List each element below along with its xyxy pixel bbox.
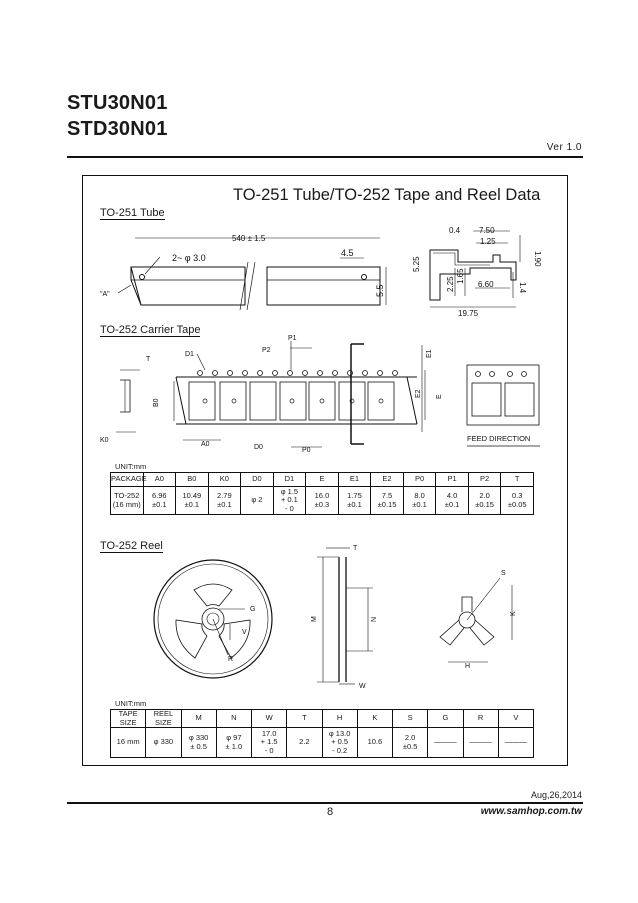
tape-table-cell: 16.0 ±0.3 xyxy=(306,487,339,515)
tape-unit-label: UNIT:mm xyxy=(115,462,147,471)
tube-dim-offset: 4.5 xyxy=(341,248,354,258)
tape-table-header-cell: E1 xyxy=(338,473,371,487)
section-carrier-title: TO-252 Carrier Tape xyxy=(100,324,201,336)
tape-table-header-cell: E2 xyxy=(371,473,404,487)
part-number-2: STD30N01 xyxy=(67,118,168,140)
carrier-drawing xyxy=(116,341,540,447)
reel-table-header-cell: N xyxy=(216,710,251,728)
tape-table-cell: φ 1.5 + 0.1 - 0 xyxy=(273,487,306,515)
carrier-label-p2: P2 xyxy=(262,347,271,354)
reel-table-header-cell: K xyxy=(357,710,392,728)
feed-direction-label: FEED DIRECTION xyxy=(467,434,531,443)
reel-table-cell: φ 330 ± 0.5 xyxy=(181,728,216,758)
section-reel-title: TO-252 Reel xyxy=(100,540,163,552)
tape-table-cell: 10.49 ±0.1 xyxy=(176,487,209,515)
tape-table-header-cell: P1 xyxy=(436,473,469,487)
reel-table-cell: ——— xyxy=(498,728,533,758)
carrier-label-e: E xyxy=(436,394,443,399)
reel-table-cell: 17.0 + 1.5 - 0 xyxy=(252,728,287,758)
section-tube-title: TO-251 Tube xyxy=(100,207,165,219)
carrier-label-d1: D1 xyxy=(185,351,194,358)
reel-table-header-cell: REEL SIZE xyxy=(146,710,181,728)
tape-table-header-cell: B0 xyxy=(176,473,209,487)
reel-table-cell: 2.0 ±0.5 xyxy=(393,728,428,758)
tape-table-cell: 1.75 ±0.1 xyxy=(338,487,371,515)
carrier-label-b0: B0 xyxy=(153,398,160,407)
reel-table-header-cell: H xyxy=(322,710,357,728)
reel-table-header-cell: V xyxy=(498,710,533,728)
reel-table-cell: φ 330 xyxy=(146,728,181,758)
tube-view-label: "A" xyxy=(100,291,110,298)
carrier-label-p1: P1 xyxy=(288,335,297,342)
tape-table-cell: 0.3 ±0.05 xyxy=(501,487,534,515)
reel-unit-label: UNIT:mm xyxy=(115,699,147,708)
tube-dim-190: 1.90 xyxy=(533,251,542,267)
reel-table-cell: 16 mm xyxy=(111,728,146,758)
tube-dim-hole: 2~ φ 3.0 xyxy=(172,253,206,263)
tape-spec-table xyxy=(110,472,534,515)
reel-label-m: M xyxy=(311,616,318,622)
tube-dim-125: 1.25 xyxy=(480,237,496,246)
version-label: Ver 1.0 xyxy=(546,142,582,153)
reel-label-h: H xyxy=(465,663,471,670)
tape-table-cell: 4.0 ±0.1 xyxy=(436,487,469,515)
reel-table-header-cell: W xyxy=(252,710,287,728)
tape-table-cell: 2.79 ±0.1 xyxy=(208,487,241,515)
tape-table-header-cell: A0 xyxy=(143,473,176,487)
reel-table-row xyxy=(111,728,534,758)
reel-label-v: V xyxy=(242,629,247,636)
tube-dim-1975: 19.75 xyxy=(458,309,479,318)
reel-label-r: R xyxy=(228,656,234,663)
tape-table-header-cell: D0 xyxy=(241,473,274,487)
carrier-label-a0: A0 xyxy=(201,441,210,448)
reel-table-header xyxy=(111,710,534,728)
tube-dim-225: 2.25 xyxy=(446,276,455,292)
reel-table-cell: ——— xyxy=(463,728,498,758)
reel-label-n: N xyxy=(371,616,378,622)
tape-table-header-cell: P2 xyxy=(468,473,501,487)
tape-table-cell: 2.0 ±0.15 xyxy=(468,487,501,515)
tape-table-header-cell: PACKAGE xyxy=(111,473,144,487)
tube-dim-height: 5.5 xyxy=(375,284,385,297)
footer-rule xyxy=(67,802,583,804)
reel-label-w: W xyxy=(359,683,366,690)
tube-dim-14: 1.4 xyxy=(518,282,527,294)
tape-table-row xyxy=(111,487,534,515)
tube-dim-length: 540 ± 1.5 xyxy=(232,234,266,243)
reel-spec-table xyxy=(110,709,534,758)
carrier-label-t: T xyxy=(146,356,151,363)
reel-drawing xyxy=(154,548,512,684)
reel-table-header-cell: G xyxy=(428,710,463,728)
reel-table-header-cell: R xyxy=(463,710,498,728)
tape-table-cell: 6.96 ±0.1 xyxy=(143,487,176,515)
tape-table-header-cell: K0 xyxy=(208,473,241,487)
tape-table-cell: TO-252 (16 mm) xyxy=(111,487,144,515)
tube-dim-660: 6.60 xyxy=(478,280,494,289)
tape-table-cell: 7.5 ±0.15 xyxy=(371,487,404,515)
reel-table-cell: φ 13.0 + 0.5 - 0.2 xyxy=(322,728,357,758)
reel-table-cell: ——— xyxy=(428,728,463,758)
carrier-label-k0: K0 xyxy=(100,437,109,444)
tube-dim-165: 1.65 xyxy=(456,268,465,284)
tape-table-header-cell: P0 xyxy=(403,473,436,487)
tape-table-header xyxy=(111,473,534,487)
reel-table-cell: 10.6 xyxy=(357,728,392,758)
reel-table-header-cell: M xyxy=(181,710,216,728)
tape-table-cell: φ 2 xyxy=(241,487,274,515)
reel-label-s: S xyxy=(501,570,506,577)
reel-table-header-cell: S xyxy=(393,710,428,728)
tape-table-header-cell: D1 xyxy=(273,473,306,487)
tape-table-header-cell: E xyxy=(306,473,339,487)
carrier-label-e2: E2 xyxy=(415,389,422,398)
tube-dim-750: 7.50 xyxy=(479,226,495,235)
tube-dim-04: 0.4 xyxy=(449,226,461,235)
main-title: TO-251 Tube/TO-252 Tape and Reel Data xyxy=(233,186,541,204)
footer-date: Aug,26,2014 xyxy=(530,790,582,800)
tape-table-cell: 8.0 ±0.1 xyxy=(403,487,436,515)
reel-table-cell: 2.2 xyxy=(287,728,322,758)
reel-label-k: K xyxy=(510,611,517,616)
tape-table-header-cell: T xyxy=(501,473,534,487)
tube-dim-525: 5.25 xyxy=(412,256,421,272)
reel-table-header-cell: TAPE SIZE xyxy=(111,710,146,728)
reel-table-header-cell: T xyxy=(287,710,322,728)
carrier-label-e1: E1 xyxy=(426,349,433,358)
part-number-1: STU30N01 xyxy=(67,92,168,114)
website-link[interactable]: www.samhop.com.tw xyxy=(480,806,582,817)
page-number: 8 xyxy=(327,806,334,818)
carrier-label-p0: P0 xyxy=(302,447,311,454)
carrier-label-d0: D0 xyxy=(254,444,263,451)
reel-table-cell: φ 97 ± 1.0 xyxy=(216,728,251,758)
reel-label-g: G xyxy=(250,606,256,613)
reel-label-t: T xyxy=(353,545,358,552)
